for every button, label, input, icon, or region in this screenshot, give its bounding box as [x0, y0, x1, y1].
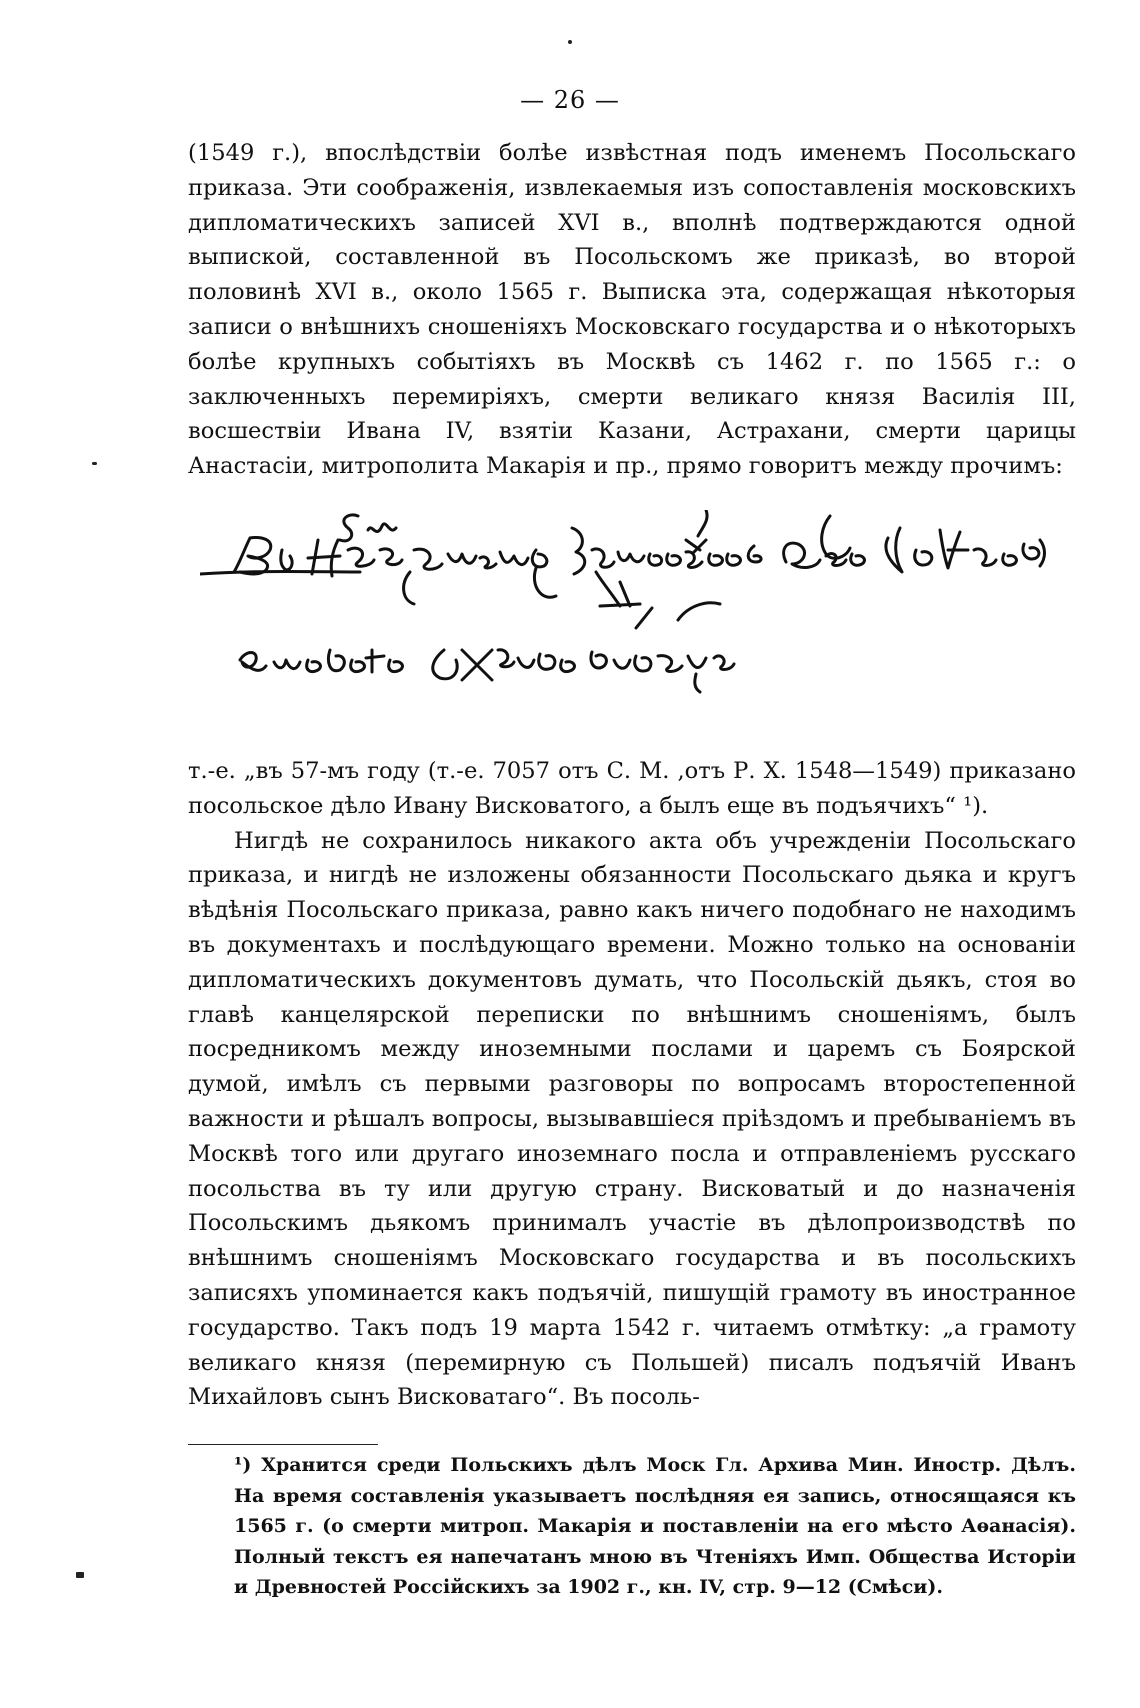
- main-paragraph: Нигдѣ не сохранилось никакого акта объ учрежденіи Посольскаго приказа, и нигдѣ не изложены обязанности Посольскаго дьяка и кругъ вѣдѣнія Посольскаго приказа, равно какъ ничего подобнаго не находимъ въ документахъ и послѣдующаго времени. Можно только на основаніи дипломатическихъ документовъ думать, что Посольскій дьякъ, стоя во главѣ канцелярской переписки по внѣшнимъ сношеніямъ, былъ посредникомъ между иноземными послами и царемъ съ Боярской думой, имѣлъ съ первыми разговоры по вопросамъ второстепенной важности и рѣшалъ вопросы, вызывавшіеся пріѣздомъ и пребываніемъ въ Москвѣ того или другаго иноземнаго посла и отправленіемъ русскаго посольства въ ту или другую страну. Висковатый и до назначенія Посольскимъ дьякомъ принималъ участіе въ дѣлопроизводствѣ по внѣшнимъ сношеніямъ Московскаго государства и въ посольскихъ записяхъ упоминается какъ подъячій, пишущій грамоту въ иностранное государство. Такъ подъ 19 марта 1542 г. читаемъ отмѣтку: „а грамоту великаго князя (перемирную съ Польшей) писалъ подъячій Иванъ Михайловъ сынъ Висковатаго“. Въ посоль-: [188, 827, 1076, 1411]
- page-number: — 26 —: [520, 86, 620, 114]
- translation-line: т.-е. „въ 57-мъ году (т.-е. 7057 отъ С. М. ,отъ Р. Х. 1548—1549) приказано посольское дѣло Ивану Висковатого, а былъ еще въ подъячихъ“ ¹).: [188, 758, 1076, 819]
- body-paragraph-after: [188, 754, 1076, 1415]
- body-paragraph-top: [188, 136, 1076, 484]
- handwritten-cyrillic-quote: [200, 510, 1080, 730]
- speck-left: [92, 462, 97, 465]
- footnote-divider: [188, 1444, 378, 1445]
- manuscript-image: [200, 510, 1080, 730]
- speck-top: [568, 40, 572, 44]
- speck-bottom: [76, 1572, 84, 1578]
- footnote: [188, 1450, 1076, 1603]
- footnote-text: ¹) Хранится среди Польскихъ дѣлъ Моск Гл. Архива Мин. Иностр. Дѣлъ. На время составленія указываетъ послѣдняя ея запись, относящаяся къ 1565 г. (о смерти митроп. Макарія и поставленіи на его мѣсто Аѳанасія). Полный текстъ ея напечатанъ мною въ Чтеніяхъ Имп. Общества Исторіи и Древностей Россійскихъ за 1902 г., кн. IV, стр. 9—12 (Смѣси).: [234, 1454, 1076, 1598]
- paragraph-continuation: (1549 г.), впослѣдствіи болѣе извѣстная подъ именемъ Посольскаго приказа. Эти соображенія, извлекаемыя изъ сопоставленія московскихъ дипломатическихъ записей XVI в., вполнѣ подтверждаются одной выпиской, составленной въ Посольскомъ же приказѣ, во второй половинѣ XVI в., около 1565 г. Выписка эта, содержащая нѣкоторыя записи о внѣшнихъ сношеніяхъ Московскаго государства и о нѣкоторыхъ болѣе крупныхъ событіяхъ въ Москвѣ съ 1462 г. по 1565 г.: о заключенныхъ перемиріяхъ, смерти великаго князя Василія III, восшествіи Ивана IV, взятіи Казани, Астрахани, смерти царицы Анастасіи, митрополита Макарія и пр., прямо говоритъ между прочимъ:: [188, 140, 1076, 480]
